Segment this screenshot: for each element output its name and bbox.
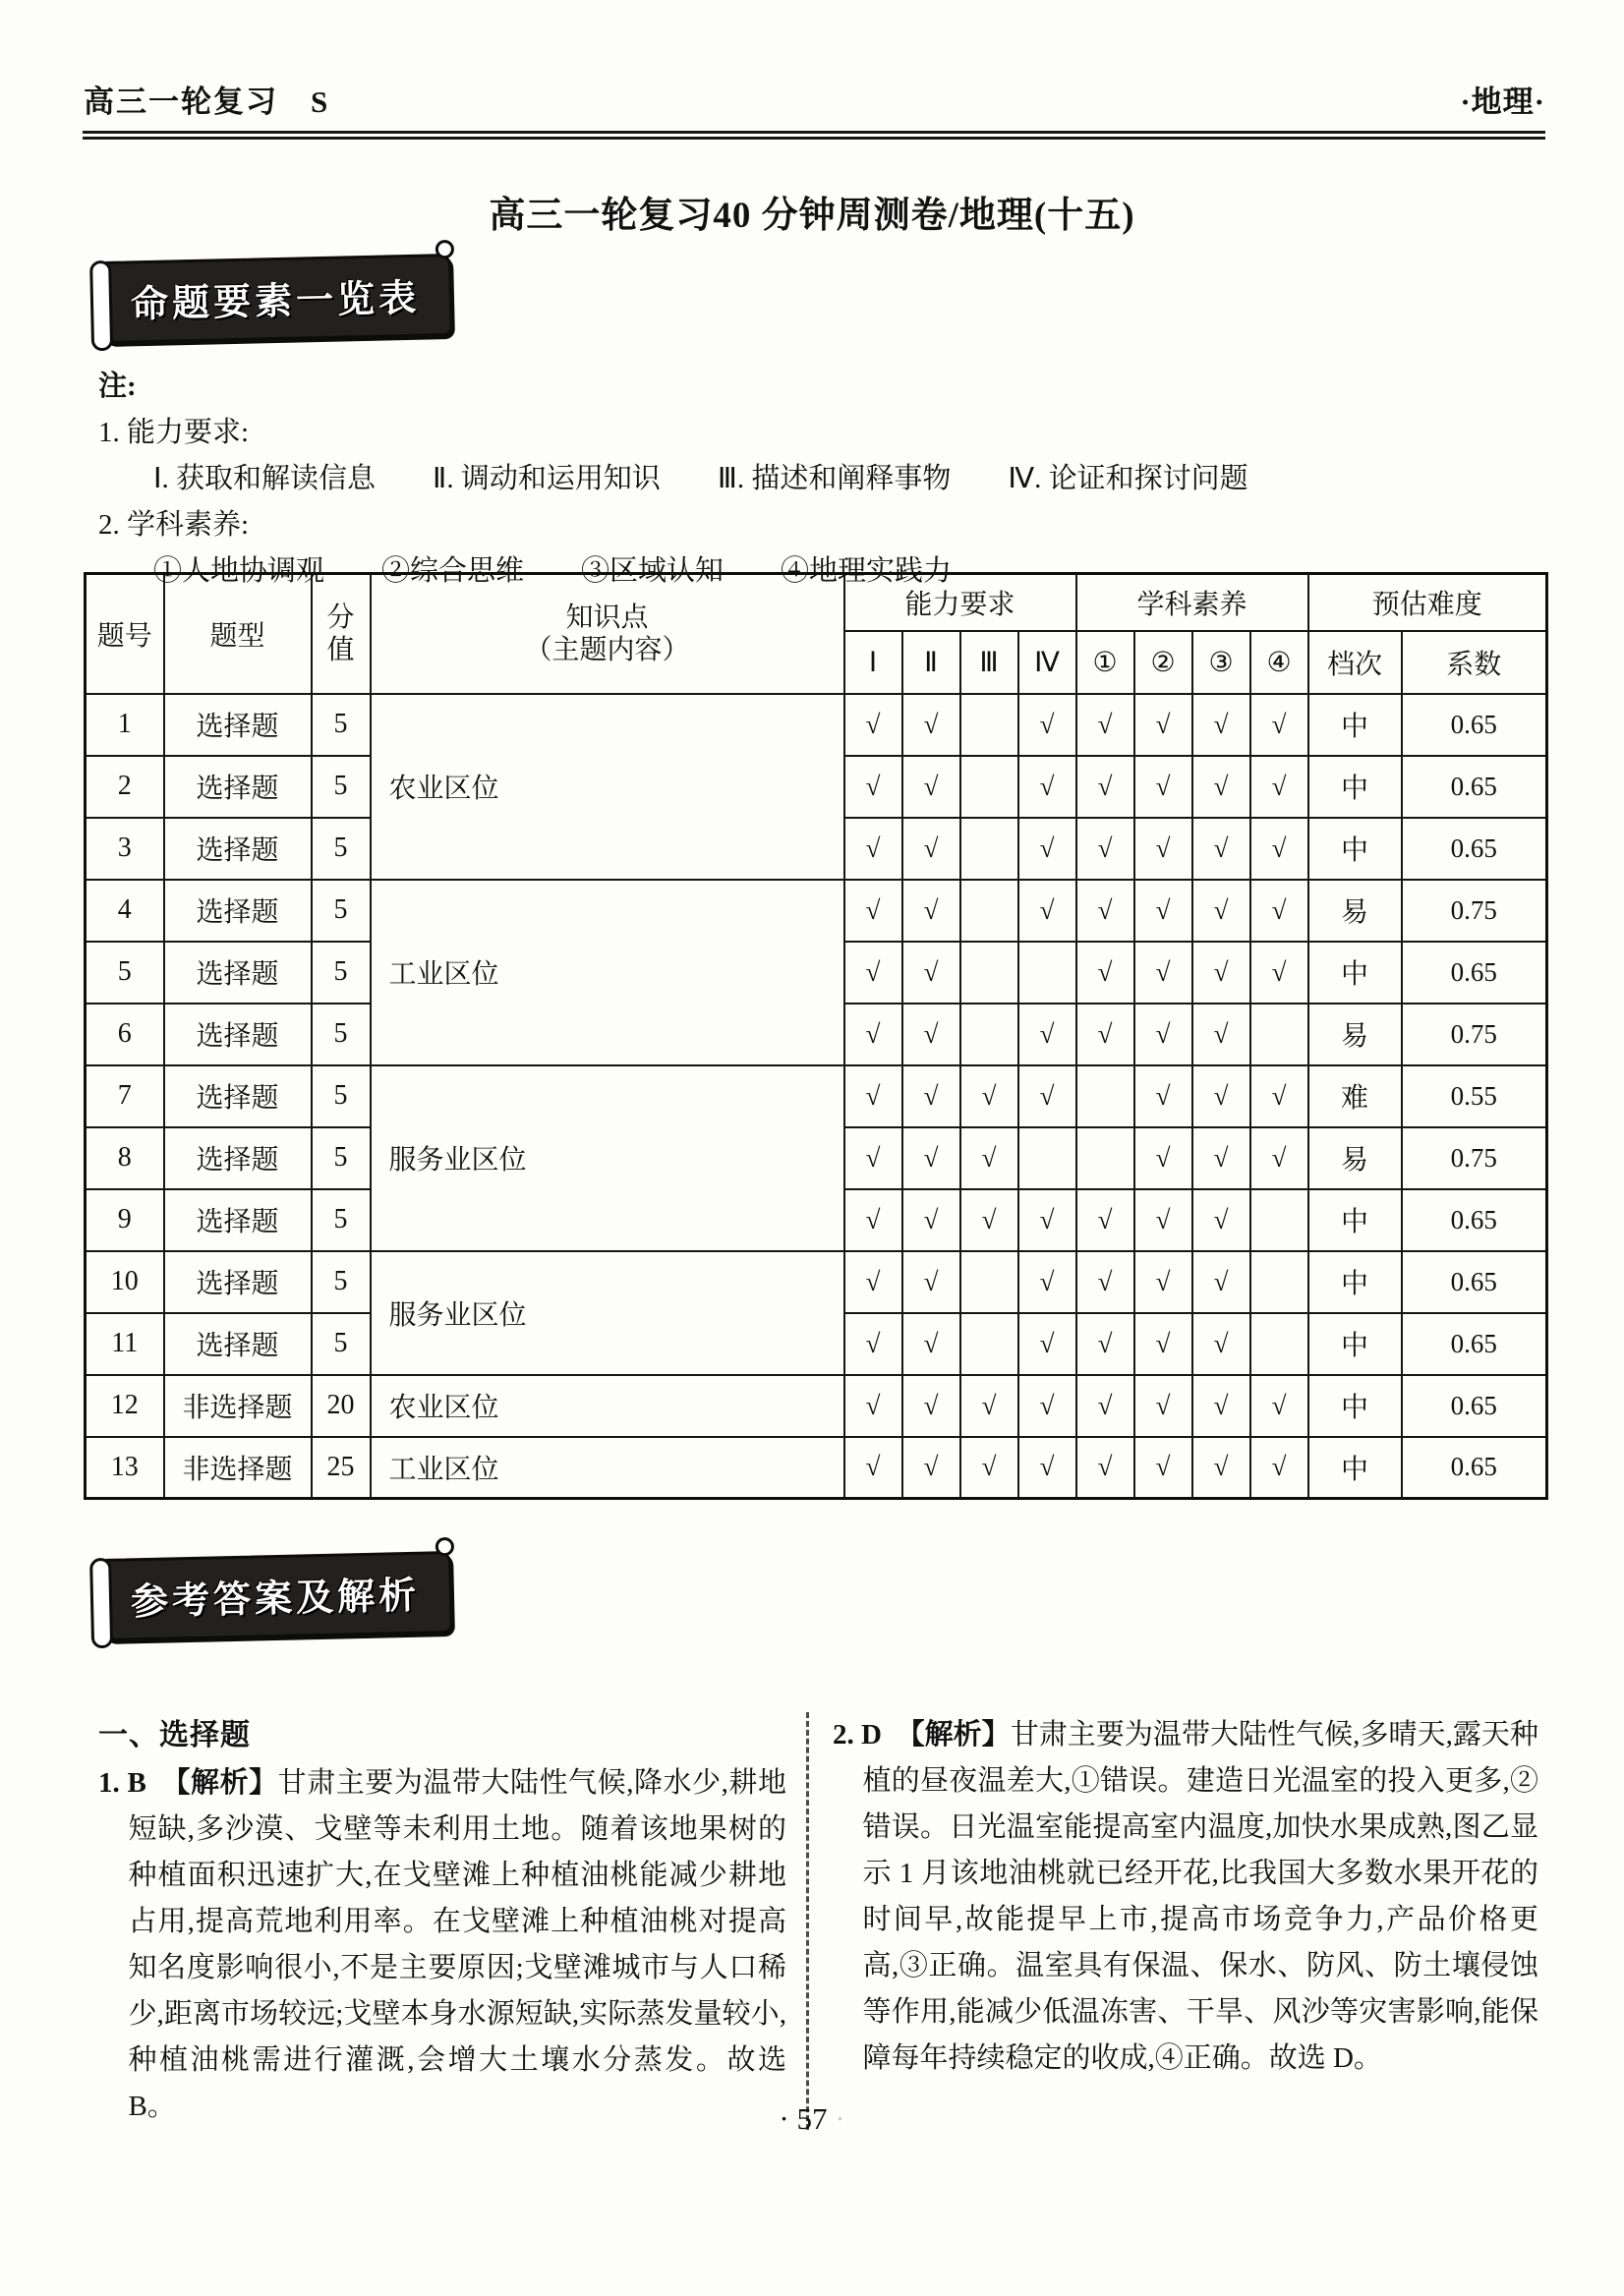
coef-cell: 0.75 (1402, 1127, 1547, 1189)
check-cell: √ (1192, 1065, 1250, 1127)
check-cell (1018, 1127, 1076, 1189)
qnum-cell: 1 (86, 694, 164, 756)
col-header-qnum: 题号 (86, 574, 164, 694)
scroll-knob-icon (435, 1537, 454, 1556)
check-cell: √ (1076, 1251, 1134, 1313)
running-head-right: ·地理· (1460, 85, 1545, 119)
sub-header-8: ④ (1250, 631, 1308, 694)
check-cell: √ (844, 1375, 902, 1437)
score-cell: 5 (312, 942, 371, 1004)
check-cell (1076, 1065, 1134, 1127)
coef-cell: 0.75 (1402, 880, 1547, 942)
check-cell (1250, 1189, 1308, 1251)
answers-banner (101, 1551, 453, 1641)
check-cell: √ (1018, 818, 1076, 880)
scroll-knob-icon (435, 240, 454, 258)
topic-cell: 工业区位 (371, 1437, 844, 1499)
score-cell: 5 (312, 1127, 371, 1189)
answer-1-text: 甘肃主要为温带大陆性气候,降水少,耕地短缺,多沙漠、戈壁等未利用土地。随着该地果树的种植面积迅速扩大,在戈壁滩上种植油桃能减少耕地占用,提高荒地利用率。在戈壁滩上种植油桃对提高知名度影响很小,不是主要原因;戈壁滩城市与人口稀少,距离市场较远;戈壁本身水源短缺,实际蒸发量较小,种植油桃需进行灌溉,会增大土壤水分蒸发。故选 B。 (128, 1767, 786, 2122)
check-cell (960, 880, 1018, 942)
check-cell (960, 1251, 1018, 1313)
sub-header-7: ③ (1192, 631, 1250, 694)
check-cell: √ (1192, 694, 1250, 756)
level-cell: 中 (1308, 1189, 1402, 1251)
table-row (86, 1437, 1547, 1499)
check-cell: √ (1134, 1437, 1192, 1499)
coef-cell: 0.75 (1402, 1004, 1547, 1065)
qtype-cell: 选择题 (164, 1127, 312, 1189)
check-cell: √ (1076, 942, 1134, 1004)
check-cell: √ (844, 942, 902, 1004)
qnum-cell: 10 (86, 1251, 164, 1313)
answers-section-title: 一、选择题 (98, 1719, 251, 1751)
coef-cell: 0.65 (1402, 1437, 1547, 1499)
sub-header-6: ② (1134, 631, 1192, 694)
notes-ability-title: 1. 能力要求: (98, 417, 250, 448)
page-title: 高三一轮复习40 分钟周测卷/地理(十五) (489, 196, 1135, 236)
table-row (86, 1065, 1547, 1127)
check-cell: √ (1134, 694, 1192, 756)
check-cell (960, 756, 1018, 818)
score-cell: 25 (312, 1437, 371, 1499)
check-cell: √ (1018, 880, 1076, 942)
page-footer (0, 2101, 1624, 2137)
qtype-cell: 选择题 (164, 1065, 312, 1127)
group-header-literacy: 学科素养 (1076, 574, 1308, 631)
check-cell: √ (1192, 1127, 1250, 1189)
qnum-cell: 12 (86, 1375, 164, 1437)
level-cell: 中 (1308, 1313, 1402, 1375)
check-cell: √ (902, 756, 960, 818)
check-cell: √ (1018, 1251, 1076, 1313)
check-cell: √ (1076, 1313, 1134, 1375)
check-cell: √ (1018, 694, 1076, 756)
score-cell: 5 (312, 694, 371, 756)
table-row (86, 1251, 1547, 1313)
exam-elements-table (84, 572, 1548, 1500)
topic-cell: 服务业区位 (371, 1065, 844, 1251)
coef-cell: 0.65 (1402, 1251, 1547, 1313)
check-cell: √ (1076, 880, 1134, 942)
qtype-cell: 选择题 (164, 818, 312, 880)
check-cell: √ (844, 1313, 902, 1375)
qnum-cell: 13 (86, 1437, 164, 1499)
check-cell: √ (1076, 1189, 1134, 1251)
score-cell: 5 (312, 1065, 371, 1127)
check-cell: √ (1134, 880, 1192, 942)
answer-item-1 (98, 1760, 786, 2130)
check-cell: √ (902, 880, 960, 942)
check-cell: √ (1018, 1313, 1076, 1375)
coef-cell: 0.65 (1402, 694, 1547, 756)
answers-section (98, 1712, 1538, 2130)
answer-1-tag: 【解析】 (175, 1767, 278, 1799)
qtype-cell: 非选择题 (164, 1375, 312, 1437)
check-cell: √ (844, 880, 902, 942)
elements-banner (101, 254, 453, 344)
col-header-qtype: 题型 (164, 574, 312, 694)
qtype-cell: 选择题 (164, 1313, 312, 1375)
check-cell (960, 694, 1018, 756)
check-cell: √ (1134, 942, 1192, 1004)
check-cell: √ (1018, 756, 1076, 818)
check-cell (1076, 1127, 1134, 1189)
level-cell: 易 (1308, 880, 1402, 942)
level-cell: 中 (1308, 694, 1402, 756)
sub-header-4: Ⅳ (1018, 631, 1076, 694)
qnum-cell: 11 (86, 1313, 164, 1375)
col-header-score (312, 574, 371, 694)
sub-header-3: Ⅲ (960, 631, 1018, 694)
coef-cell: 0.65 (1402, 1189, 1547, 1251)
check-cell: √ (1250, 880, 1308, 942)
topic-cell: 农业区位 (371, 694, 844, 880)
answer-2-text: 甘肃主要为温带大陆性气候,多晴天,露天种植的昼夜温差大,①错误。建造日光温室的投入更多,②错误。日光温室能提高室内温度,加快水果成熟,图乙显示 1 月该地油桃就已经开花,比我国大多数水果开花的时间早,故能提早上市,提高市场竞争力,产品价格更高,③正确。温室具有保温、保水、防风、防土壤侵蚀等作用,能减少低温冻害、干旱、风沙等灾害影响,能保障每年持续稳定的收成,④正确。故选 D。 (862, 1719, 1538, 2074)
notes-ability-detail: Ⅰ. 获取和解读信息 Ⅱ. 调动和运用知识 Ⅲ. 描述和阐释事物 Ⅳ. 论证和探讨问题 (153, 463, 1248, 494)
check-cell: √ (1018, 1437, 1076, 1499)
check-cell (960, 1004, 1018, 1065)
level-cell: 中 (1308, 942, 1402, 1004)
check-cell: √ (960, 1189, 1018, 1251)
answers-banner-label: 参考答案及解析 (130, 1575, 421, 1624)
sub-header-10: 系数 (1402, 631, 1547, 694)
check-cell: √ (1192, 1313, 1250, 1375)
qnum-cell: 8 (86, 1127, 164, 1189)
score-cell: 5 (312, 880, 371, 942)
check-cell: √ (1018, 1375, 1076, 1437)
header-double-rule (83, 131, 1545, 140)
check-cell: √ (1134, 1375, 1192, 1437)
check-cell: √ (1192, 1251, 1250, 1313)
check-cell (1250, 1251, 1308, 1313)
col-header-topic-line1: 知识点 (565, 602, 649, 633)
check-cell (1250, 1004, 1308, 1065)
elements-banner-label: 命题要素一览表 (130, 277, 421, 326)
group-header-ability: 能力要求 (844, 574, 1076, 631)
level-cell: 中 (1308, 1437, 1402, 1499)
qnum-cell: 3 (86, 818, 164, 880)
check-cell: √ (902, 1189, 960, 1251)
check-cell (960, 818, 1018, 880)
notes-literacy-title: 2. 学科素养: (98, 509, 250, 541)
check-cell: √ (960, 1437, 1018, 1499)
answer-1-number: 1. B (98, 1767, 146, 1799)
check-cell: √ (1134, 1065, 1192, 1127)
col-header-topic-line2: （主题内容） (524, 634, 690, 665)
check-cell: √ (1192, 1437, 1250, 1499)
qtype-cell: 选择题 (164, 1251, 312, 1313)
check-cell: √ (902, 1065, 960, 1127)
coef-cell: 0.65 (1402, 818, 1547, 880)
col-header-score-line2: 值 (326, 634, 355, 665)
check-cell: √ (1134, 1251, 1192, 1313)
sub-header-9: 档次 (1308, 631, 1402, 694)
check-cell: √ (844, 1065, 902, 1127)
page-number: · 57 (779, 2101, 828, 2136)
check-cell: √ (902, 1437, 960, 1499)
level-cell: 中 (1308, 1375, 1402, 1437)
level-cell: 中 (1308, 818, 1402, 880)
answer-item-2 (833, 1712, 1538, 2082)
level-cell: 中 (1308, 1251, 1402, 1313)
score-cell: 5 (312, 1189, 371, 1251)
check-cell: √ (902, 1127, 960, 1189)
check-cell: √ (844, 1437, 902, 1499)
score-cell: 5 (312, 756, 371, 818)
check-cell: √ (844, 1189, 902, 1251)
check-cell: √ (1134, 1189, 1192, 1251)
check-cell: √ (902, 1313, 960, 1375)
scroll-curl-icon (89, 260, 113, 351)
check-cell: √ (1250, 1065, 1308, 1127)
check-cell: √ (960, 1065, 1018, 1127)
score-cell: 20 (312, 1375, 371, 1437)
coef-cell: 0.55 (1402, 1065, 1547, 1127)
page-number-faint-dot: · (835, 2101, 845, 2136)
check-cell (960, 1313, 1018, 1375)
coef-cell: 0.65 (1402, 1375, 1547, 1437)
coef-cell: 0.65 (1402, 756, 1547, 818)
check-cell: √ (1192, 1004, 1250, 1065)
qtype-cell: 选择题 (164, 694, 312, 756)
scroll-curl-icon (89, 1558, 113, 1648)
check-cell: √ (1192, 1189, 1250, 1251)
check-cell: √ (1076, 694, 1134, 756)
answers-column-right (806, 1712, 1538, 2130)
qtype-cell: 选择题 (164, 1004, 312, 1065)
qtype-cell: 选择题 (164, 942, 312, 1004)
running-head (84, 77, 1545, 121)
qnum-cell: 5 (86, 942, 164, 1004)
check-cell: √ (1018, 1065, 1076, 1127)
answer-2-tag: 【解析】 (910, 1719, 1011, 1751)
check-cell: √ (902, 1004, 960, 1065)
notes-literacy-detail: ①人地协调观 ②综合思维 ③区域认知 ④地理实践力 (153, 555, 953, 587)
check-cell: √ (960, 1375, 1018, 1437)
notes-block (98, 364, 1543, 595)
check-cell: √ (1076, 1004, 1134, 1065)
check-cell: √ (1192, 1375, 1250, 1437)
check-cell: √ (1250, 942, 1308, 1004)
topic-cell: 服务业区位 (371, 1251, 844, 1375)
check-cell: √ (960, 1127, 1018, 1189)
check-cell: √ (1192, 942, 1250, 1004)
sub-header-5: ① (1076, 631, 1134, 694)
qnum-cell: 7 (86, 1065, 164, 1127)
table-row (86, 880, 1547, 942)
topic-cell: 工业区位 (371, 880, 844, 1065)
col-header-topic (371, 574, 844, 694)
check-cell: √ (1018, 1004, 1076, 1065)
check-cell: √ (1134, 818, 1192, 880)
level-cell: 中 (1308, 756, 1402, 818)
check-cell: √ (1250, 1375, 1308, 1437)
col-header-score-line1: 分 (326, 602, 355, 633)
answers-column-left (98, 1712, 786, 2130)
check-cell: √ (844, 1127, 902, 1189)
coef-cell: 0.65 (1402, 1313, 1547, 1375)
check-cell: √ (1076, 818, 1134, 880)
check-cell (960, 942, 1018, 1004)
qtype-cell: 非选择题 (164, 1437, 312, 1499)
qnum-cell: 2 (86, 756, 164, 818)
check-cell: √ (902, 1251, 960, 1313)
qtype-cell: 选择题 (164, 756, 312, 818)
check-cell: √ (844, 756, 902, 818)
check-cell: √ (844, 1004, 902, 1065)
check-cell (1250, 1313, 1308, 1375)
table-row (86, 694, 1547, 756)
check-cell: √ (1134, 756, 1192, 818)
level-cell: 易 (1308, 1004, 1402, 1065)
check-cell (1018, 942, 1076, 1004)
coef-cell: 0.65 (1402, 942, 1547, 1004)
check-cell: √ (1134, 1004, 1192, 1065)
answer-2-number: 2. D (833, 1719, 882, 1751)
check-cell: √ (902, 818, 960, 880)
running-head-left: 高三一轮复习 S (84, 85, 330, 119)
table-row (86, 1375, 1547, 1437)
group-header-difficulty: 预估难度 (1308, 574, 1547, 631)
qtype-cell: 选择题 (164, 1189, 312, 1251)
level-cell: 易 (1308, 1127, 1402, 1189)
check-cell: √ (1192, 818, 1250, 880)
check-cell: √ (1076, 1375, 1134, 1437)
check-cell: √ (1250, 818, 1308, 880)
check-cell: √ (1192, 756, 1250, 818)
notes-label: 注: (98, 371, 137, 402)
qnum-cell: 6 (86, 1004, 164, 1065)
check-cell: √ (1250, 1127, 1308, 1189)
check-cell: √ (902, 942, 960, 1004)
sub-header-2: Ⅱ (902, 631, 960, 694)
level-cell: 难 (1308, 1065, 1402, 1127)
check-cell: √ (1250, 1437, 1308, 1499)
check-cell: √ (902, 694, 960, 756)
sub-header-1: Ⅰ (844, 631, 902, 694)
check-cell: √ (1018, 1189, 1076, 1251)
check-cell: √ (1250, 694, 1308, 756)
check-cell: √ (902, 1375, 960, 1437)
score-cell: 5 (312, 1313, 371, 1375)
check-cell: √ (1134, 1313, 1192, 1375)
check-cell: √ (1192, 880, 1250, 942)
topic-cell: 农业区位 (371, 1375, 844, 1437)
score-cell: 5 (312, 818, 371, 880)
check-cell: √ (844, 818, 902, 880)
qnum-cell: 9 (86, 1189, 164, 1251)
check-cell: √ (1250, 756, 1308, 818)
check-cell: √ (844, 1251, 902, 1313)
check-cell: √ (1134, 1127, 1192, 1189)
check-cell: √ (1076, 1437, 1134, 1499)
check-cell: √ (844, 694, 902, 756)
qnum-cell: 4 (86, 880, 164, 942)
qtype-cell: 选择题 (164, 880, 312, 942)
score-cell: 5 (312, 1004, 371, 1065)
check-cell: √ (1076, 756, 1134, 818)
score-cell: 5 (312, 1251, 371, 1313)
